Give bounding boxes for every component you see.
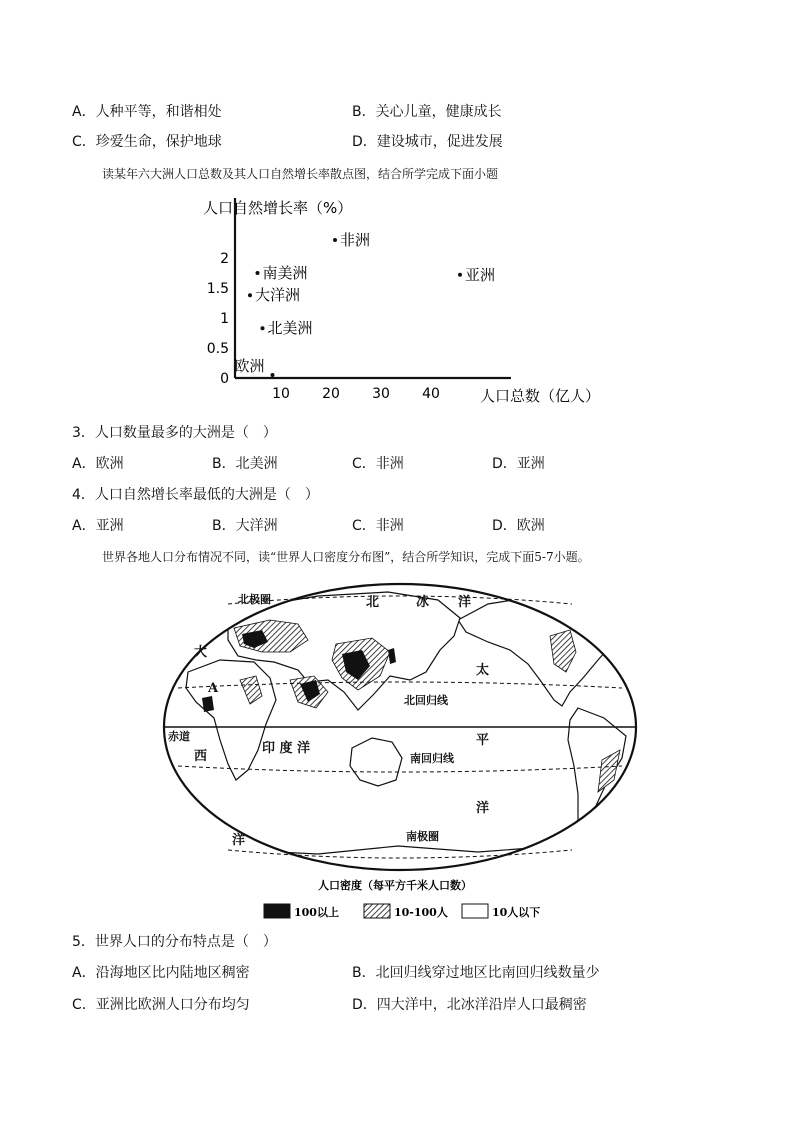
point-label-oceania: 大洋洲 bbox=[255, 286, 301, 305]
point-label-europe: 欧洲 bbox=[234, 357, 265, 375]
q3-option-c: C．非洲 bbox=[352, 456, 404, 472]
x-tick-label: 10 bbox=[272, 386, 290, 402]
chart-xlabel: 人口总数（亿人） bbox=[480, 387, 601, 405]
y-tick-label: 2 bbox=[220, 251, 229, 267]
legend-swatch-medium bbox=[364, 904, 390, 918]
label-arctic-2: 冰 bbox=[416, 595, 430, 610]
q5-stem: 5．世界人口的分布特点是（ ） bbox=[72, 934, 277, 950]
legend-label-high: 100以上 bbox=[294, 906, 339, 919]
population-density-map bbox=[158, 580, 642, 900]
label-north-polar: 北极圈 bbox=[238, 593, 271, 606]
label-pacific-1: 太 bbox=[476, 663, 490, 678]
q4-option-a: A．亚洲 bbox=[72, 518, 124, 534]
point-north-america bbox=[261, 326, 265, 330]
x-tick-label: 20 bbox=[322, 386, 340, 402]
legend-title: 人口密度（每平方千米人口数） bbox=[318, 879, 472, 892]
x-tick-label: 40 bbox=[422, 386, 440, 402]
q4-option-b: B．大洋洲 bbox=[212, 518, 278, 534]
label-atlantic-3: 洋 bbox=[232, 833, 246, 848]
y-tick-labels bbox=[207, 251, 229, 387]
greenland-land bbox=[596, 586, 640, 624]
map-land bbox=[158, 586, 642, 900]
y-tick-label: 0.5 bbox=[206, 341, 229, 357]
q5-option-b: B．北回归线穿过地区比南回归线数量少 bbox=[352, 965, 600, 981]
label-south-polar: 南极圈 bbox=[406, 830, 439, 843]
q5-option-d: D．四大洋中，北冰洋沿岸人口最稠密 bbox=[352, 997, 587, 1013]
q5-option-c: C．亚洲比欧洲人口分布均匀 bbox=[72, 997, 250, 1013]
x-tick-label: 30 bbox=[372, 386, 390, 402]
point-label-south-america: 南美洲 bbox=[262, 264, 308, 282]
chart-intro: 读某年六大洲人口总数及其人口自然增长率散点图，结合所学完成下面小题 bbox=[102, 167, 499, 181]
point-labels bbox=[235, 231, 496, 375]
label-tropic-cancer: 北回归线 bbox=[404, 694, 448, 707]
label-tropic-capricorn: 南回归线 bbox=[410, 752, 454, 765]
point-label-asia: 亚洲 bbox=[465, 265, 496, 284]
label-pacific-3: 洋 bbox=[476, 801, 490, 816]
q4-stem: 4．人口自然增长率最低的大洲是（ ） bbox=[72, 487, 319, 503]
map-intro: 世界各地人口分布情况不同，读“世界人口密度分布图”，结合所学知识，完成下面5-7小题。 bbox=[102, 550, 590, 564]
legend-label-medium: 10-100人 bbox=[394, 906, 448, 919]
point-europe bbox=[271, 373, 275, 377]
label-atlantic-2: 西 bbox=[194, 749, 208, 764]
y-tick-label: 1 bbox=[220, 311, 229, 327]
chart-ylabel: 人口自然增长率（%） bbox=[203, 199, 353, 217]
q4-option-c: C．非洲 bbox=[352, 518, 404, 534]
label-arctic-1: 北 bbox=[366, 595, 380, 610]
scatter-chart bbox=[195, 193, 615, 411]
label-pacific-2: 平 bbox=[476, 733, 490, 748]
q4-option-d: D．欧洲 bbox=[492, 518, 545, 534]
label-arctic-3: 洋 bbox=[458, 595, 472, 610]
point-oceania bbox=[248, 293, 252, 297]
q3-stem: 3．人口数量最多的大洲是（ ） bbox=[72, 425, 277, 441]
south-america-land bbox=[568, 708, 626, 830]
north-america-land bbox=[458, 596, 618, 706]
australia-land bbox=[350, 738, 402, 786]
y-tick-label: 1.5 bbox=[206, 281, 229, 297]
x-tick-labels bbox=[272, 386, 440, 402]
option-c-prev: C．珍爱生命，保护地球 bbox=[72, 134, 222, 150]
y-tick-label: 0 bbox=[220, 371, 229, 387]
q3-option-d: D．亚洲 bbox=[492, 456, 545, 472]
label-atlantic-1: 大 bbox=[194, 645, 208, 660]
label-indian-ocean: 印 度 洋 bbox=[262, 741, 311, 756]
option-d-prev: D．建设城市，促进发展 bbox=[352, 134, 503, 150]
chart-points bbox=[248, 238, 462, 377]
point-asia bbox=[458, 273, 462, 277]
legend-swatch-high bbox=[264, 904, 290, 918]
map-legend bbox=[262, 901, 562, 921]
q5-option-a: A．沿海地区比内陆地区稠密 bbox=[72, 965, 250, 981]
option-a-prev: A．人种平等，和谐相处 bbox=[72, 104, 222, 120]
point-label-africa: 非洲 bbox=[340, 231, 371, 249]
label-point-a: A bbox=[208, 681, 219, 696]
q3-option-b: B．北美洲 bbox=[212, 456, 278, 472]
point-africa bbox=[333, 238, 337, 242]
point-south-america bbox=[256, 271, 260, 275]
point-label-north-america: 北美洲 bbox=[267, 319, 313, 338]
density-high-west-africa bbox=[202, 696, 214, 712]
legend-label-low: 10人以下 bbox=[492, 906, 541, 919]
label-equator: 赤道 bbox=[168, 730, 190, 743]
option-b-prev: B．关心儿童，健康成长 bbox=[352, 104, 502, 120]
legend-swatch-low bbox=[462, 904, 488, 918]
q3-option-a: A．欧洲 bbox=[72, 456, 124, 472]
